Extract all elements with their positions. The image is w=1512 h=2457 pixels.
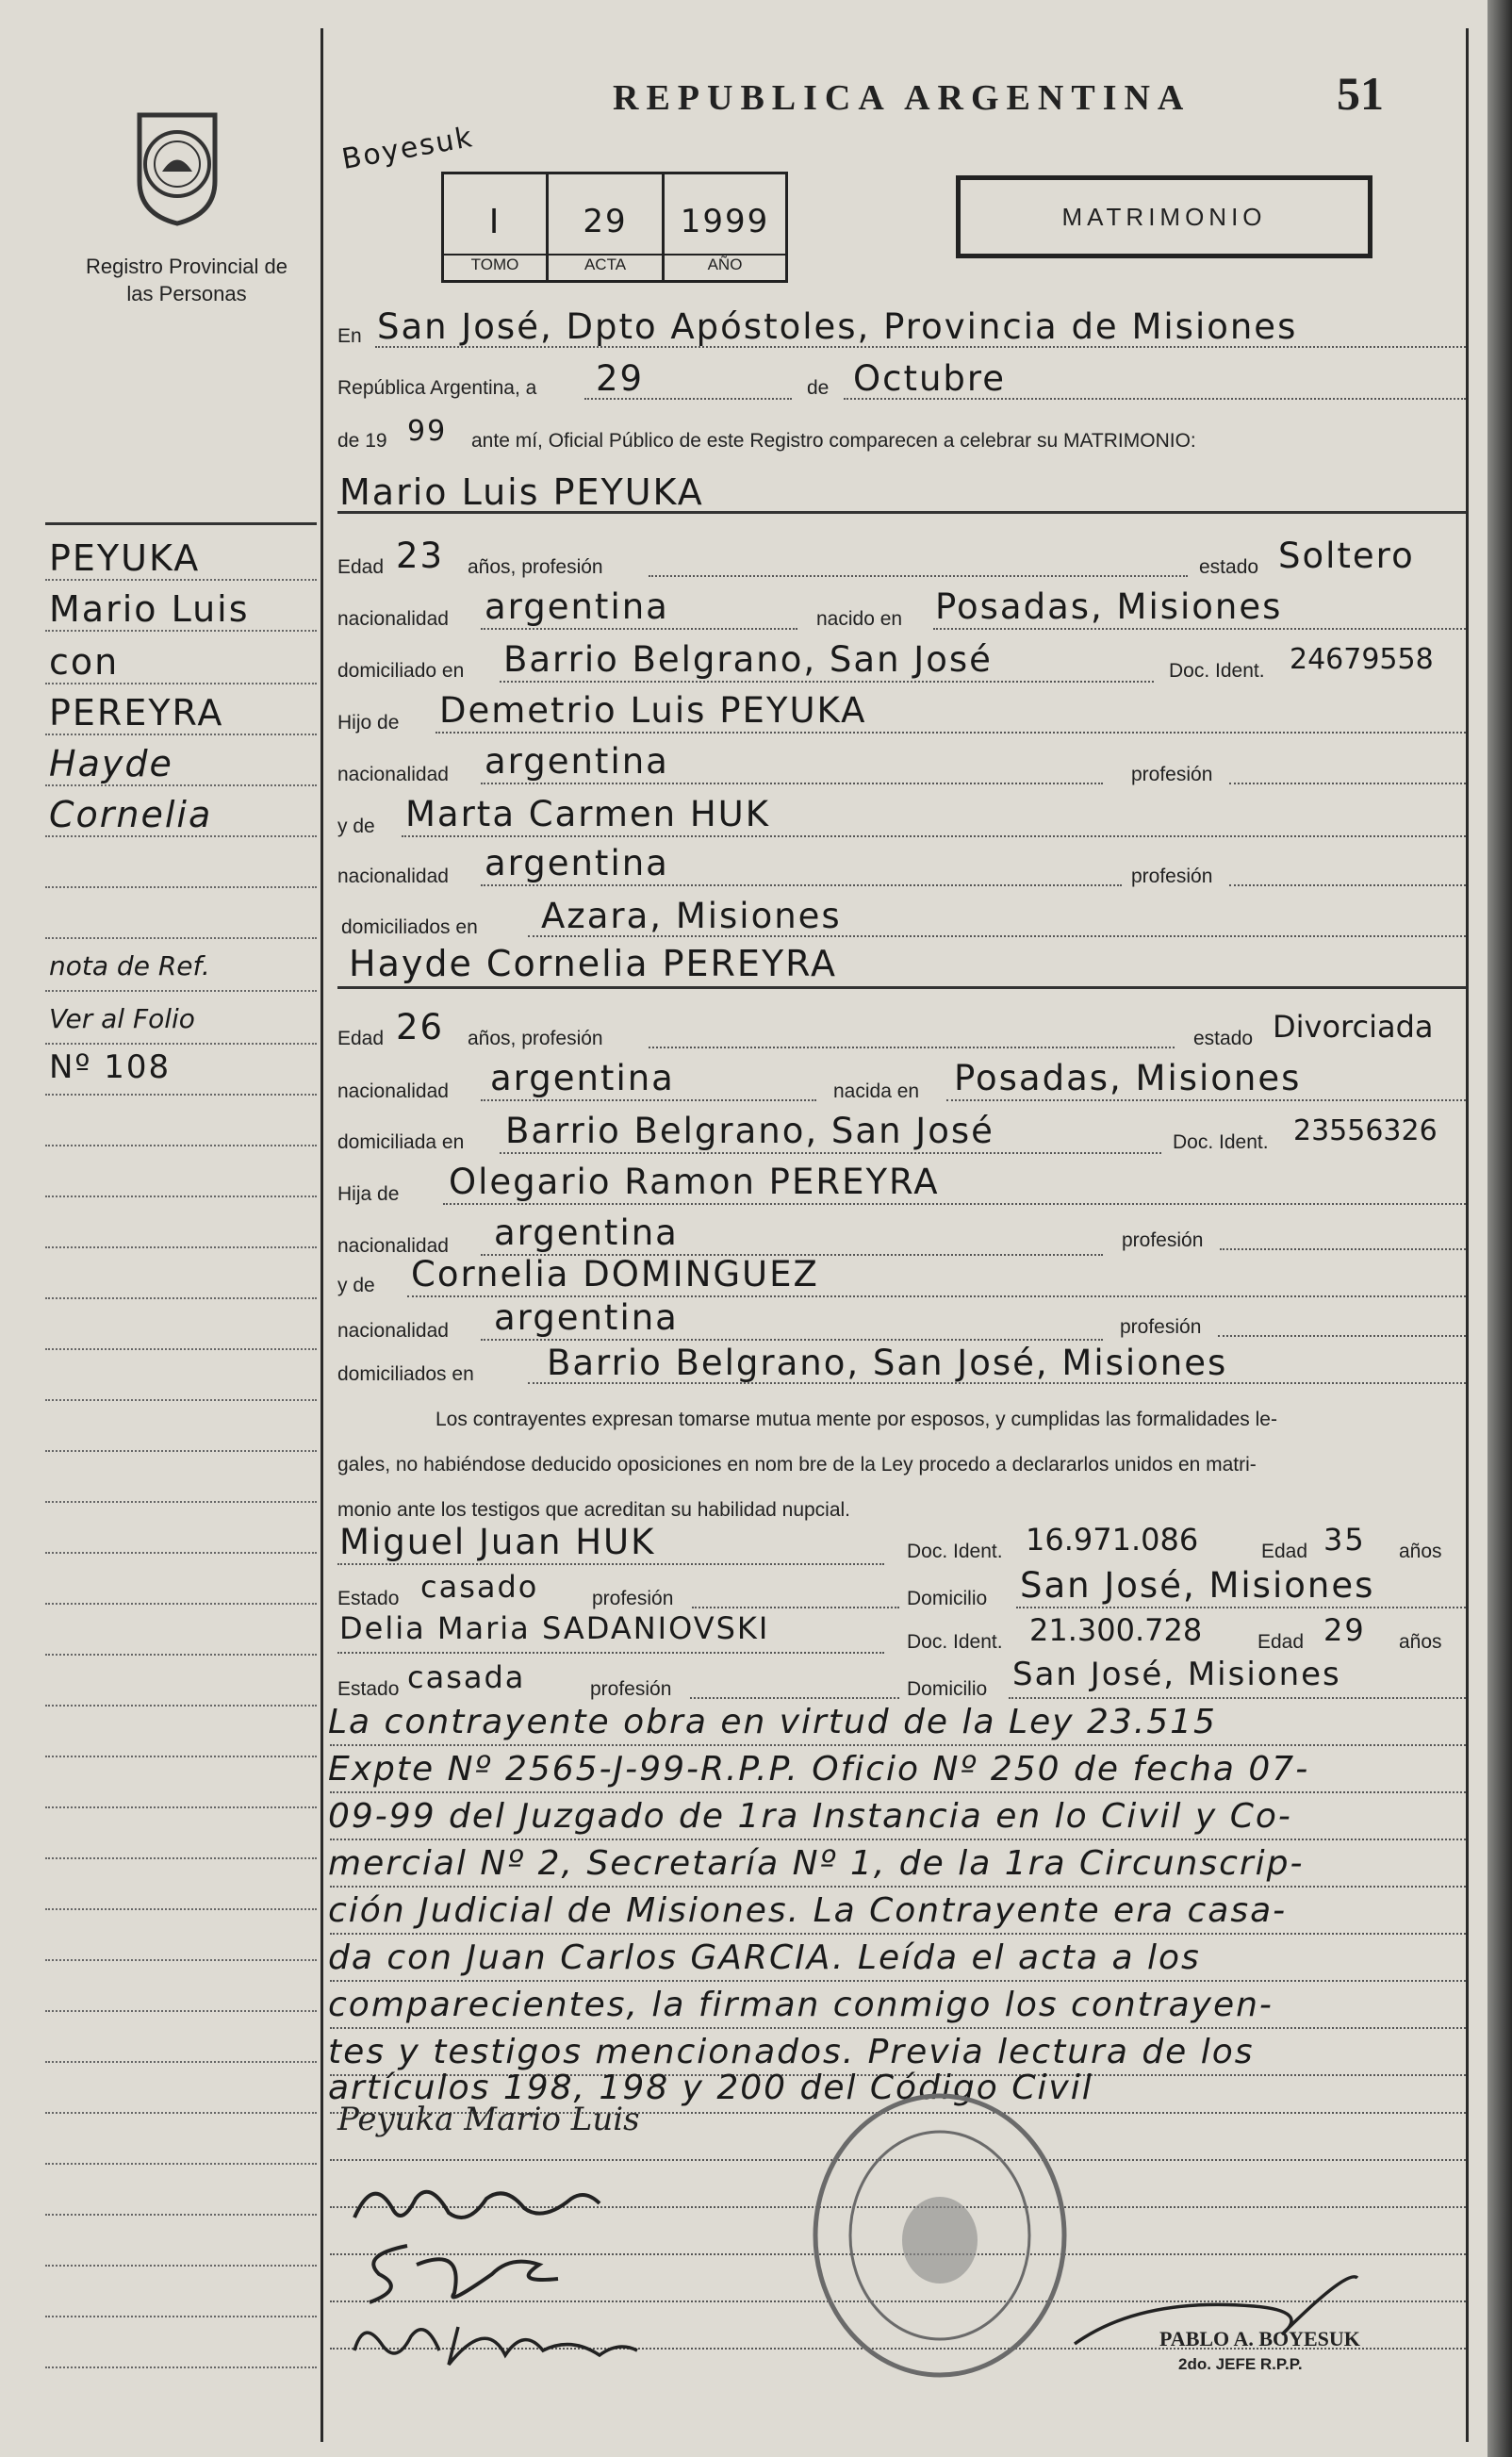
margin-rule-20 [45, 1552, 317, 1554]
bride-mother: Cornelia DOMINGUEZ [411, 1254, 819, 1294]
document-type-box [956, 175, 1372, 258]
groom-mother-nationality: argentina [485, 843, 669, 883]
line-father-profession [1229, 783, 1466, 784]
bride-doc-number: 23556326 [1293, 1114, 1438, 1147]
label-witness2-estado: Estado [337, 1678, 400, 1700]
bride-address: Barrio Belgrano, San José [505, 1111, 994, 1151]
label-witness1-estado: Estado [337, 1588, 400, 1609]
margin-rule-36 [45, 2366, 317, 2368]
formal-text-line-1: Los contrayentes expresan tomarse mutua mente por esposos, y cumplidas las formalidades le- [436, 1409, 1277, 1430]
margin-rule-24 [45, 1756, 317, 1757]
margin-rule-1 [45, 579, 317, 581]
note-rule-7 [330, 2027, 1466, 2029]
margin-con: con [49, 641, 120, 683]
line-groom-birthplace [933, 628, 1466, 630]
groom-age: 23 [396, 536, 445, 576]
note-rule-2 [330, 1791, 1466, 1793]
margin-groom-surname: PEYUKA [49, 537, 201, 579]
line-groom-mother [402, 835, 1466, 837]
official-title: 2do. JEFE R.P.P. [1178, 2355, 1303, 2373]
acta-label: ACTA [549, 254, 662, 274]
line-bride-birthplace [946, 1099, 1466, 1101]
line-bride-father-profession [1220, 1248, 1466, 1250]
label-groom-estado: estado [1199, 556, 1259, 578]
margin-rule-8 [45, 937, 317, 939]
signature-bride [345, 2170, 609, 2246]
label-mother-profesion: profesión [1131, 866, 1213, 887]
line-month [844, 398, 1466, 400]
groom-address: Barrio Belgrano, San José [503, 639, 993, 680]
note-rule-6 [330, 1980, 1466, 1982]
note-line-6: da con Juan Carlos GARCIA. Leída el acta a los [328, 1938, 1201, 1977]
registry-name: Registro Provincial de las Personas [86, 255, 288, 305]
label-witness1-profesion: profesión [592, 1588, 674, 1609]
line-groom-name [337, 511, 1466, 514]
line-bride-address [500, 1152, 1161, 1154]
bride-birthplace: Posadas, Misiones [954, 1058, 1302, 1098]
official-seal [809, 2089, 1071, 2382]
right-border [1466, 28, 1469, 2442]
line-place [375, 346, 1466, 348]
label-bride-nacida: nacida en [833, 1080, 920, 1102]
label-bride-edad: Edad [337, 1028, 385, 1049]
label-witness2-profesion: profesión [590, 1678, 672, 1700]
line-bride-name [337, 986, 1466, 989]
note-rule-4 [330, 1886, 1466, 1888]
line-witness1-address [1016, 1607, 1466, 1608]
label-bride-doc: Doc. Ident. [1173, 1131, 1269, 1153]
line-groom-father [436, 732, 1466, 734]
margin-rule-2 [45, 630, 317, 632]
bride-father: Olegario Ramon PEREYRA [449, 1162, 940, 1202]
margin-rule-6 [45, 835, 317, 837]
groom-full-name: Mario Luis PEYUKA [339, 471, 704, 513]
margin-rule-15 [45, 1297, 317, 1299]
margin-rule-14 [45, 1246, 317, 1248]
signature-witness2 [345, 2308, 647, 2378]
bride-nationality: argentina [490, 1058, 675, 1098]
annotation-name: Boyesuk [339, 121, 477, 176]
label-de: de [807, 377, 830, 399]
tomo-label: TOMO [444, 254, 546, 274]
margin-rule-13 [45, 1196, 317, 1197]
groom-father-nationality: argentina [485, 741, 669, 782]
line-mother-profession [1229, 884, 1466, 886]
line-witness1-profession [692, 1607, 899, 1608]
label-bride-mother-nationality: nacionalidad [337, 1320, 449, 1342]
page-number: 51 [1337, 67, 1384, 120]
month-value: Octubre [853, 358, 1007, 399]
line-witness1-name [337, 1563, 884, 1565]
label-groom-nacido: nacido en [816, 608, 903, 630]
line-father-nationality [481, 783, 1103, 784]
note-line-3: 09-99 del Juzgado de 1ra Instancia en lo Civil y Co- [328, 1797, 1292, 1836]
margin-note-1: nota de Ref. [49, 950, 210, 981]
groom-doc-number: 24679558 [1290, 643, 1434, 676]
label-domiciliados: domiciliados en [341, 916, 478, 938]
label-ante-mi: ante mí, Oficial Público de este Registro comparecen a celebrar su MATRIMONIO: [471, 430, 1196, 452]
margin-rule-34 [45, 2265, 317, 2267]
witness2-address: San José, Misiones [1012, 1656, 1341, 1693]
label-witness1-doc: Doc. Ident. [907, 1541, 1003, 1562]
margin-rule-11 [45, 1094, 317, 1096]
margin-rule-19 [45, 1501, 317, 1503]
witness2-age: 29 [1323, 1612, 1366, 1648]
label-bride-y-de: y de [337, 1275, 375, 1296]
line-bride-father [443, 1203, 1466, 1205]
year-suffix-value: 99 [407, 415, 448, 448]
line-day [584, 398, 792, 400]
signature-witness1 [351, 2236, 567, 2316]
page-edge [1487, 0, 1512, 2457]
margin-bride-given-1: Hayde [49, 743, 173, 784]
margin-rule-23 [45, 1705, 317, 1707]
label-witness2-edad: Edad [1257, 1631, 1305, 1653]
label-bride-mother-profesion: profesión [1120, 1316, 1202, 1338]
margin-bride-given-2: Cornelia [49, 794, 213, 835]
label-mother-nationality: nacionalidad [337, 866, 449, 887]
bride-full-name: Hayde Cornelia PEREYRA [349, 943, 838, 984]
margin-rule-29 [45, 2010, 317, 2012]
label-father-profesion: profesión [1131, 764, 1213, 785]
margin-rule-35 [45, 2316, 317, 2317]
label-bride-domiciliada: domiciliada en [337, 1131, 465, 1153]
margin-rule-22 [45, 1654, 317, 1656]
margin-bride-surname: PEREYRA [49, 692, 224, 734]
margin-rule-30 [45, 2061, 317, 2063]
label-groom-domiciliado: domiciliado en [337, 660, 465, 682]
official-name: PABLO A. BOYESUK [1159, 2327, 1360, 2350]
witness1-age: 35 [1323, 1522, 1366, 1558]
margin-rule-5 [45, 784, 317, 786]
signature-groom: Peyuka Mario Luis [337, 2101, 640, 2138]
line-witness2-name [337, 1652, 884, 1654]
note-rule-1 [330, 1744, 1466, 1746]
margin-rule-16 [45, 1348, 317, 1350]
place-value: San José, Dpto Apóstoles, Provincia de Misiones [377, 306, 1298, 347]
margin-note-3: Nº 108 [49, 1048, 172, 1086]
note-line-8: tes y testigos mencionados. Previa lectura de los [328, 2033, 1255, 2071]
line-groom-address [500, 681, 1154, 683]
label-witness1-edad: Edad [1261, 1541, 1308, 1562]
line-witness2-address [1009, 1697, 1466, 1699]
line-bride-parents-address [528, 1382, 1466, 1384]
label-groom-anos: años, profesión [468, 556, 603, 578]
day-value: 29 [596, 358, 645, 399]
bride-father-nationality: argentina [494, 1212, 679, 1253]
line-groom-profession [649, 575, 1188, 577]
bride-age: 26 [396, 1007, 445, 1047]
label-groom-edad: Edad [337, 556, 385, 578]
margin-rule-21 [45, 1603, 317, 1605]
groom-marital-status: Soltero [1278, 536, 1415, 576]
ano-value: 1999 [680, 203, 770, 240]
note-line-9: artículos 198, 198 y 200 del Código Civil [328, 2069, 1093, 2107]
label-bride-anos: años, profesión [468, 1028, 603, 1049]
label-bride-nacionalidad: nacionalidad [337, 1080, 449, 1102]
label-witness1-domicilio: Domicilio [907, 1588, 988, 1609]
note-line-1: La contrayente obra en virtud de la Ley 23.515 [328, 1703, 1217, 1741]
label-father-nationality: nacionalidad [337, 764, 449, 785]
groom-parents-address: Azara, Misiones [541, 896, 842, 936]
label-hija-de: Hija de [337, 1183, 400, 1205]
label-witness2-domicilio: Domicilio [907, 1678, 988, 1700]
formal-text-line-2: gales, no habiéndose deducido oposiciones en nom bre de la Ley procedo a declararlos unidos en matri- [337, 1454, 1257, 1476]
margin-rule-31 [45, 2112, 317, 2114]
margin-groom-given: Mario Luis [49, 588, 250, 630]
witness2-name: Delia Maria SADANIOVSKI [339, 1610, 770, 1646]
margin-rule-4 [45, 734, 317, 735]
label-witness1-anos: años [1399, 1541, 1442, 1562]
margin-note-2: Ver al Folio [49, 1003, 195, 1034]
label-en: En [337, 325, 362, 347]
label-bride-father-nationality: nacionalidad [337, 1235, 449, 1257]
label-hijo-de: Hijo de [337, 712, 400, 734]
margin-rule-33 [45, 2214, 317, 2216]
label-year-prefix: de 19 [337, 430, 387, 452]
margin-rule-26 [45, 1857, 317, 1859]
label-witness2-anos: años [1399, 1631, 1442, 1653]
groom-birthplace: Posadas, Misiones [935, 586, 1283, 627]
bride-parents-address: Barrio Belgrano, San José, Misiones [547, 1343, 1228, 1383]
line-bride-mother-profession [1218, 1335, 1466, 1337]
line-bride-nationality [481, 1099, 816, 1101]
witness1-name: Miguel Juan HUK [339, 1522, 656, 1562]
note-rule-5 [330, 1933, 1466, 1935]
line-groom-nationality [481, 628, 797, 630]
margin-rule-7 [45, 886, 317, 888]
registry-logo [121, 106, 234, 228]
margin-rule-10 [45, 1043, 317, 1045]
margin-rule-32 [45, 2163, 317, 2165]
label-republica: República Argentina, a [337, 377, 537, 399]
margin-rule-27 [45, 1908, 317, 1910]
line-parents-address [528, 935, 1466, 937]
line-mother-nationality [481, 884, 1122, 886]
note-line-4: mercial Nº 2, Secretaría Nº 1, de la 1ra Circunscrip- [328, 1844, 1305, 1883]
tomo-value: I [488, 203, 501, 241]
country-title: REPUBLICA ARGENTINA [613, 78, 1192, 118]
line-witness2-profession [690, 1697, 899, 1699]
groom-nationality: argentina [485, 586, 669, 627]
ano-label: AÑO [665, 254, 785, 274]
margin-rule-17 [45, 1399, 317, 1401]
note-line-5: ción Judicial de Misiones. La Contrayente era casa- [328, 1891, 1288, 1930]
line-bride-profession [649, 1047, 1175, 1048]
line-bride-mother-nationality [481, 1339, 1103, 1341]
label-groom-doc: Doc. Ident. [1169, 660, 1265, 682]
witness2-status: casada [407, 1659, 526, 1695]
label-witness2-doc: Doc. Ident. [907, 1631, 1003, 1653]
formal-text-line-3: monio ante los testigos que acreditan su habilidad nupcial. [337, 1499, 851, 1521]
witness2-doc: 21.300.728 [1029, 1612, 1203, 1648]
margin-divider [320, 28, 323, 2442]
note-line-2: Expte Nº 2565-J-99-R.P.P. Oficio Nº 250 de fecha 07- [328, 1750, 1310, 1789]
document-type: MATRIMONIO [1061, 203, 1267, 231]
margin-rule-25 [45, 1806, 317, 1808]
label-y-de: y de [337, 816, 375, 837]
record-box [441, 172, 788, 283]
margin-rule-3 [45, 683, 317, 684]
label-bride-domiciliados: domiciliados en [337, 1363, 474, 1385]
margin-rule-28 [45, 1959, 317, 1961]
label-bride-estado: estado [1193, 1028, 1254, 1049]
witness1-status: casado [420, 1569, 539, 1605]
groom-father: Demetrio Luis PEYUKA [439, 690, 867, 731]
groom-mother: Marta Carmen HUK [405, 794, 771, 834]
bride-marital-status: Divorciada [1273, 1009, 1434, 1045]
witness1-doc: 16.971.086 [1026, 1522, 1199, 1558]
margin-rule-9 [45, 990, 317, 992]
margin-rule-18 [45, 1450, 317, 1452]
bride-mother-nationality: argentina [494, 1297, 679, 1338]
witness1-address: San José, Misiones [1020, 1565, 1375, 1606]
note-rule-3 [330, 1839, 1466, 1840]
label-groom-nacionalidad: nacionalidad [337, 608, 449, 630]
margin-rule-12 [45, 1145, 317, 1146]
acta-value: 29 [583, 203, 628, 240]
note-line-7: comparecientes, la firman conmigo los contrayen- [328, 1986, 1274, 2024]
label-bride-father-profesion: profesión [1122, 1229, 1204, 1251]
margin-top-rule [45, 522, 317, 525]
